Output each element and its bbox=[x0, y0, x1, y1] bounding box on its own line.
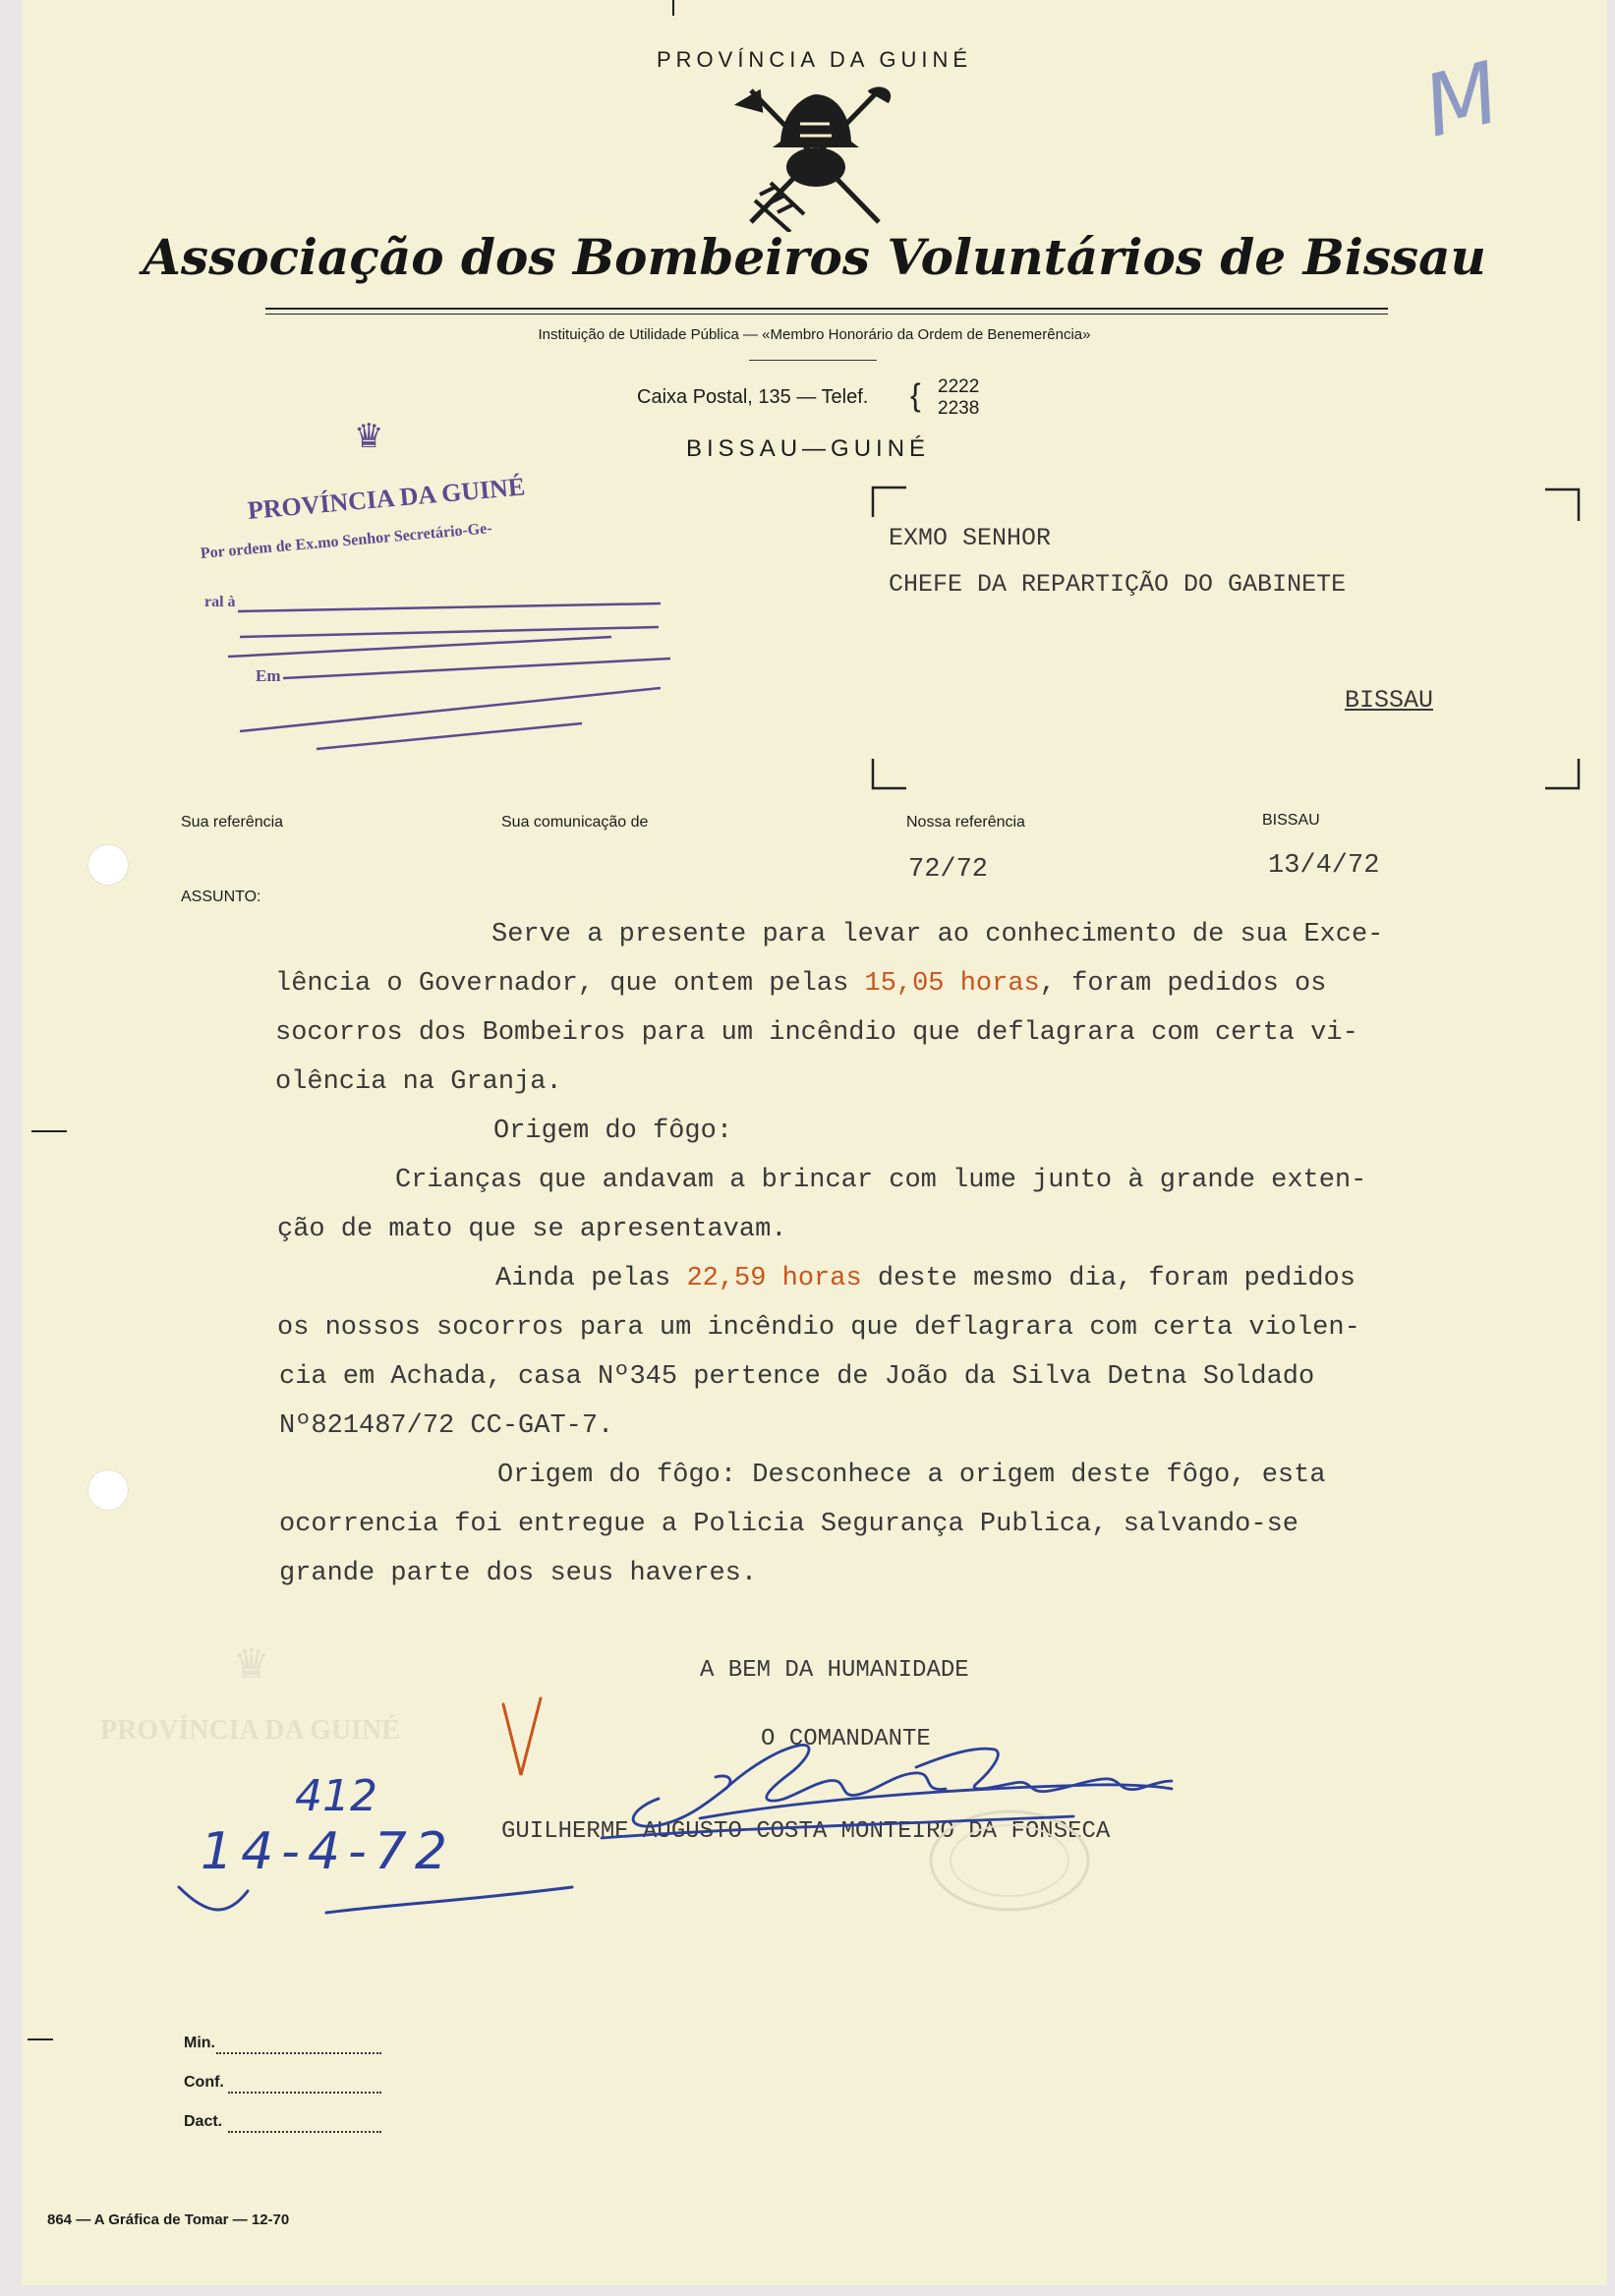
min-line bbox=[216, 2052, 381, 2054]
stamp-lines bbox=[189, 550, 700, 757]
organization-name: Associação dos Bombeiros Voluntários de Bissau bbox=[143, 228, 1486, 286]
date-place-label: BISSAU bbox=[1262, 812, 1320, 829]
firefighter-emblem-icon bbox=[731, 85, 898, 232]
body-line: socorros dos Bombeiros para um incêndio que deflagrara com certa vi- bbox=[275, 1018, 1358, 1048]
our-reference-value: 72/72 bbox=[908, 855, 989, 885]
body-text: lência o Governador, que ontem pelas bbox=[275, 969, 865, 999]
header-rule bbox=[265, 308, 1388, 310]
body-line: grande parte dos seus haveres. bbox=[279, 1559, 758, 1588]
header-rule bbox=[265, 314, 1388, 315]
body-line: Origem do fôgo: Desconhece a origem deste fôgo, esta bbox=[497, 1461, 1326, 1490]
body-text: deste mesmo dia, foram pedidos bbox=[861, 1264, 1355, 1293]
institution-subtitle: Instituição de Utilidade Pública — «Membro Honorário da Ordem de Benemerência» bbox=[538, 326, 1091, 343]
highlighted-time: 22,59 horas bbox=[686, 1264, 862, 1293]
handwritten-number: 412 bbox=[295, 1771, 377, 1821]
stamp-province: PROVÍNCIA DA GUINÉ bbox=[246, 472, 527, 525]
handwritten-signature bbox=[484, 1691, 1270, 1877]
stamp-em: Em bbox=[256, 666, 281, 685]
our-reference-label: Nossa referência bbox=[906, 814, 1025, 831]
body-line: ção de mato que se apresentavam. bbox=[277, 1215, 787, 1244]
city-heading: BISSAU—GUINÉ bbox=[686, 435, 931, 462]
signatory-title: O COMANDANTE bbox=[761, 1726, 931, 1752]
punch-hole-bottom bbox=[88, 1470, 128, 1510]
body-text: Ainda pelas bbox=[495, 1264, 687, 1293]
printer-imprint: 864 — A Gráfica de Tomar — 12-70 bbox=[47, 2211, 290, 2228]
body-line: Serve a presente para levar ao conhecimento de sua Exce- bbox=[491, 920, 1384, 949]
crest-icon: ♛ bbox=[354, 419, 384, 455]
signatory-name: GUILHERME AUGUSTO COSTA MONTEIRO DA FONSECA bbox=[501, 1818, 1111, 1845]
addressee-line-2: CHEFE DA REPARTIÇÃO DO GABINETE bbox=[889, 570, 1347, 599]
fold-mark bbox=[672, 0, 674, 16]
conf-label: Conf. bbox=[184, 2074, 224, 2091]
phone-brace: { bbox=[910, 377, 921, 413]
section-heading: Origem do fôgo: bbox=[493, 1117, 733, 1146]
highlighted-time: 15,05 horas bbox=[864, 969, 1040, 999]
phone-number-2: 2238 bbox=[938, 398, 980, 419]
addressee-city: BISSAU bbox=[1345, 686, 1434, 715]
handwritten-flourish bbox=[169, 1858, 582, 1936]
dact-line bbox=[228, 2131, 381, 2133]
body-line: ocorrencia foi entregue a Policia Segurança Publica, salvando-se bbox=[279, 1510, 1298, 1539]
body-text: , foram pedidos os bbox=[1039, 969, 1327, 999]
body-line: cia em Achada, casa Nº345 pertence de João da Silva Detna Soldado bbox=[279, 1362, 1315, 1392]
your-communication-label: Sua comunicação de bbox=[501, 814, 649, 831]
phone-number-1: 2222 bbox=[938, 376, 980, 397]
province-heading: PROVÍNCIA DA GUINÉ bbox=[656, 47, 973, 72]
body-line: os nossos socorros para um incêndio que deflagrara com certa violen- bbox=[277, 1313, 1360, 1343]
punch-hole-top bbox=[88, 845, 128, 885]
body-line bbox=[275, 969, 1326, 999]
letter-date: 13/4/72 bbox=[1268, 851, 1380, 881]
subtitle-divider bbox=[749, 360, 877, 361]
closing-salutation: A BEM DA HUMANIDADE bbox=[700, 1657, 969, 1684]
conf-line bbox=[228, 2092, 381, 2094]
min-label: Min. bbox=[184, 2035, 215, 2051]
handwritten-date: 14-4-72 bbox=[201, 1822, 455, 1881]
faded-stamp-province: PROVÍNCIA DA GUINÉ bbox=[100, 1715, 400, 1746]
your-reference-label: Sua referência bbox=[181, 814, 284, 831]
handwritten-mark: M bbox=[1414, 43, 1510, 157]
fold-mark bbox=[28, 2038, 53, 2040]
stamp-ral: ral à bbox=[204, 594, 236, 610]
body-line: Nº821487/72 CC-GAT-7. bbox=[279, 1411, 614, 1441]
body-line bbox=[495, 1264, 1355, 1293]
postal-info: Caixa Postal, 135 — Telef. bbox=[637, 386, 869, 408]
body-line: olência na Granja. bbox=[275, 1067, 562, 1097]
letter-paper bbox=[22, 0, 1607, 2285]
fold-mark bbox=[31, 1130, 67, 1132]
stamp-order-line: Por ordem de Ex.mo Senhor Secretário-Ge- bbox=[200, 520, 493, 562]
subject-label: ASSUNTO: bbox=[181, 889, 261, 905]
body-line: Crianças que andavam a brincar com lume junto à grande exten- bbox=[395, 1166, 1367, 1195]
faded-crest-icon: ♛ bbox=[233, 1642, 270, 1688]
addressee-line-1: EXMO SENHOR bbox=[889, 524, 1052, 552]
dact-label: Dact. bbox=[184, 2113, 223, 2130]
